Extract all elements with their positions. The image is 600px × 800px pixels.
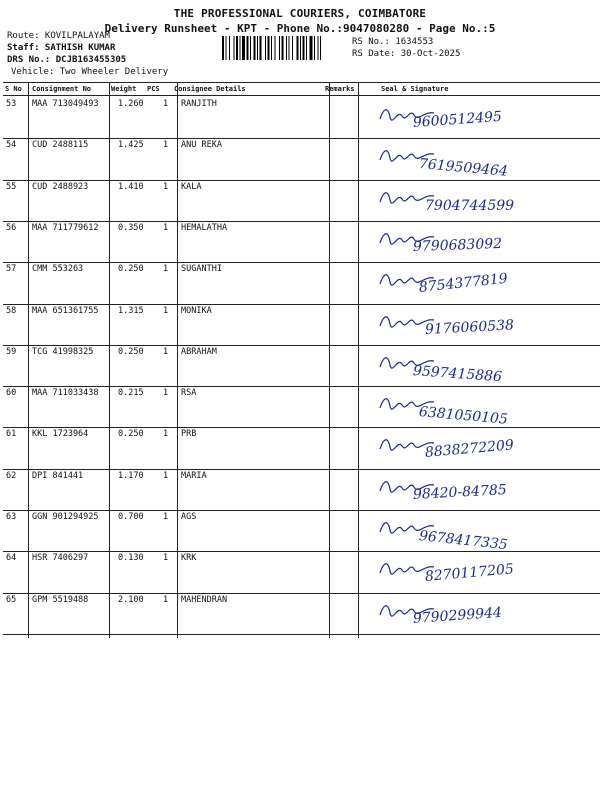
rs-date: RS Date: 30-Oct-2025 <box>352 49 461 59</box>
company-title: THE PROFESSIONAL COURIERS, COIMBATORE <box>173 7 427 20</box>
handwritten-signature <box>378 599 438 621</box>
row-divider <box>3 510 600 511</box>
handwritten-signature <box>378 186 438 208</box>
col-header-weight: Weight <box>111 85 137 93</box>
row-signature-phone: 98420-84785 <box>412 481 508 503</box>
runsheet-table <box>3 82 600 638</box>
row-consignment-no: DPI 841441 <box>32 470 84 481</box>
row-weight: 1.170 <box>118 470 144 481</box>
row-signature-phone: 8754377819 <box>418 270 509 297</box>
row-consignment-no: CUD 2488115 <box>32 140 89 151</box>
row-consignment-no: CUD 2488923 <box>32 181 89 192</box>
handwritten-signature <box>378 268 438 290</box>
row-pcs: 1 <box>163 140 169 151</box>
row-sno: 60 <box>6 388 17 399</box>
row-consignee: SUGANTHI <box>181 264 222 275</box>
col-divider <box>329 83 330 638</box>
vehicle-label: Vehicle: Two Wheeler Delivery <box>11 67 169 77</box>
row-sno: 65 <box>6 594 17 605</box>
row-consignment-no: CMM 553263 <box>32 264 84 275</box>
row-consignee: MAHENDRAN <box>181 594 228 605</box>
row-sno: 61 <box>6 429 17 440</box>
handwritten-signature <box>378 392 438 414</box>
row-divider <box>3 593 600 594</box>
row-consignment-no: MAA 711033438 <box>32 388 99 399</box>
row-divider <box>3 469 600 470</box>
col-header-remarks: Remarks <box>325 85 355 93</box>
row-divider <box>3 427 600 428</box>
runsheet-subtitle: Delivery Runsheet - KPT - Phone No.:9047080280 - Page No.:5 <box>104 22 496 35</box>
row-divider <box>3 304 600 305</box>
row-consignee: RSA <box>181 388 197 399</box>
row-divider <box>3 138 600 139</box>
row-weight: 1.410 <box>118 181 144 192</box>
row-sno: 53 <box>6 99 17 109</box>
route-label: Route: KOVILPALAYAM <box>7 31 110 41</box>
handwritten-signature <box>378 475 438 497</box>
handwritten-signature <box>378 351 438 373</box>
row-sno: 54 <box>6 140 17 151</box>
row-consignment-no: MAA 651361755 <box>32 305 99 316</box>
col-divider <box>177 83 178 638</box>
row-consignee: PRB <box>181 429 197 440</box>
row-consignee: KALA <box>181 181 202 192</box>
row-pcs: 1 <box>163 470 169 481</box>
barcode-image <box>222 36 346 60</box>
row-signature-phone: 9678417335 <box>418 528 509 554</box>
row-weight: 0.350 <box>118 222 144 233</box>
handwritten-signature <box>378 310 438 332</box>
row-weight: 0.700 <box>118 512 144 522</box>
col-divider <box>358 83 359 638</box>
row-pcs: 1 <box>163 99 169 109</box>
row-consignment-no: HSR 7406297 <box>32 553 89 564</box>
row-pcs: 1 <box>163 346 169 357</box>
row-divider <box>3 551 600 552</box>
handwritten-signature <box>378 227 438 249</box>
row-sno: 63 <box>6 512 17 522</box>
row-consignee: AGS <box>181 512 197 522</box>
row-sno: 64 <box>6 553 17 564</box>
handwritten-signature <box>378 433 438 455</box>
row-consignment-no: MAA 713049493 <box>32 99 99 109</box>
row-consignee: RANJITH <box>181 99 217 109</box>
row-divider <box>3 386 600 387</box>
row-weight: 1.425 <box>118 140 144 151</box>
row-divider <box>3 345 600 346</box>
row-sno: 58 <box>6 305 17 316</box>
row-pcs: 1 <box>163 429 169 440</box>
col-divider <box>109 83 110 638</box>
row-consignment-no: KKL 1723964 <box>32 429 89 440</box>
col-divider <box>28 83 29 638</box>
row-signature-phone: 9597415886 <box>412 362 503 385</box>
row-pcs: 1 <box>163 594 169 605</box>
row-consignee: ANU REKA <box>181 140 222 151</box>
row-signature-phone: 9790683092 <box>412 235 503 255</box>
col-header-seal: Seal & Signature <box>381 85 449 93</box>
row-signature-phone: 9176060538 <box>424 316 515 338</box>
row-sno: 57 <box>6 264 17 275</box>
row-pcs: 1 <box>163 264 169 275</box>
row-sno: 59 <box>6 346 17 357</box>
row-signature-phone: 6381050105 <box>418 404 509 428</box>
row-consignment-no: TCG 41998325 <box>32 346 94 357</box>
row-divider <box>3 634 600 635</box>
row-sno: 62 <box>6 470 17 481</box>
row-signature-phone: 8270117205 <box>424 561 515 586</box>
row-divider <box>3 262 600 263</box>
row-weight: 0.250 <box>118 429 144 440</box>
row-consignee: ABRAHAM <box>181 346 217 357</box>
drs-number: DRS No.: DCJB163455305 <box>7 55 127 65</box>
row-pcs: 1 <box>163 512 169 522</box>
handwritten-signature <box>378 144 438 166</box>
row-signature-phone: 7619509464 <box>418 156 509 181</box>
row-signature-phone: 7904744599 <box>425 197 515 214</box>
rs-number: RS No.: 1634553 <box>352 37 434 47</box>
row-consignment-no: MAA 711779612 <box>32 222 99 233</box>
row-consignee: KRK <box>181 553 197 564</box>
row-pcs: 1 <box>163 305 169 316</box>
row-weight: 1.260 <box>118 99 144 109</box>
row-pcs: 1 <box>163 222 169 233</box>
col-header-sno: S No <box>5 85 22 93</box>
col-header-consignee: Consignee Details <box>174 85 246 93</box>
handwritten-signature <box>378 103 438 125</box>
row-weight: 2.100 <box>118 594 144 605</box>
row-consignee: HEMALATHA <box>181 222 228 233</box>
col-header-consignment: Consignment No <box>32 85 92 93</box>
row-weight: 0.130 <box>118 553 144 564</box>
staff-label: Staff: SATHISH KUMAR <box>7 43 116 53</box>
row-consignment-no: GPM 5519488 <box>32 594 89 605</box>
row-sno: 55 <box>6 181 17 192</box>
col-header-pcs: PCS <box>147 85 160 93</box>
row-signature-phone: 8838272209 <box>424 437 515 462</box>
handwritten-signature <box>378 516 438 538</box>
header-rule <box>3 95 600 96</box>
row-consignment-no: GGN 901294925 <box>32 512 99 522</box>
row-pcs: 1 <box>163 553 169 564</box>
row-weight: 0.250 <box>118 264 144 275</box>
row-signature-phone: 9600512495 <box>412 108 503 131</box>
row-sno: 56 <box>6 222 17 233</box>
row-divider <box>3 180 600 181</box>
row-signature-phone: 9790299944 <box>412 604 503 627</box>
row-consignee: MONIKA <box>181 305 212 316</box>
handwritten-signature <box>378 557 438 579</box>
row-divider <box>3 221 600 222</box>
row-consignee: MARIA <box>181 470 207 481</box>
row-weight: 0.215 <box>118 388 144 399</box>
row-weight: 0.250 <box>118 346 144 357</box>
row-pcs: 1 <box>163 388 169 399</box>
row-pcs: 1 <box>163 181 169 192</box>
row-weight: 1.315 <box>118 305 144 316</box>
